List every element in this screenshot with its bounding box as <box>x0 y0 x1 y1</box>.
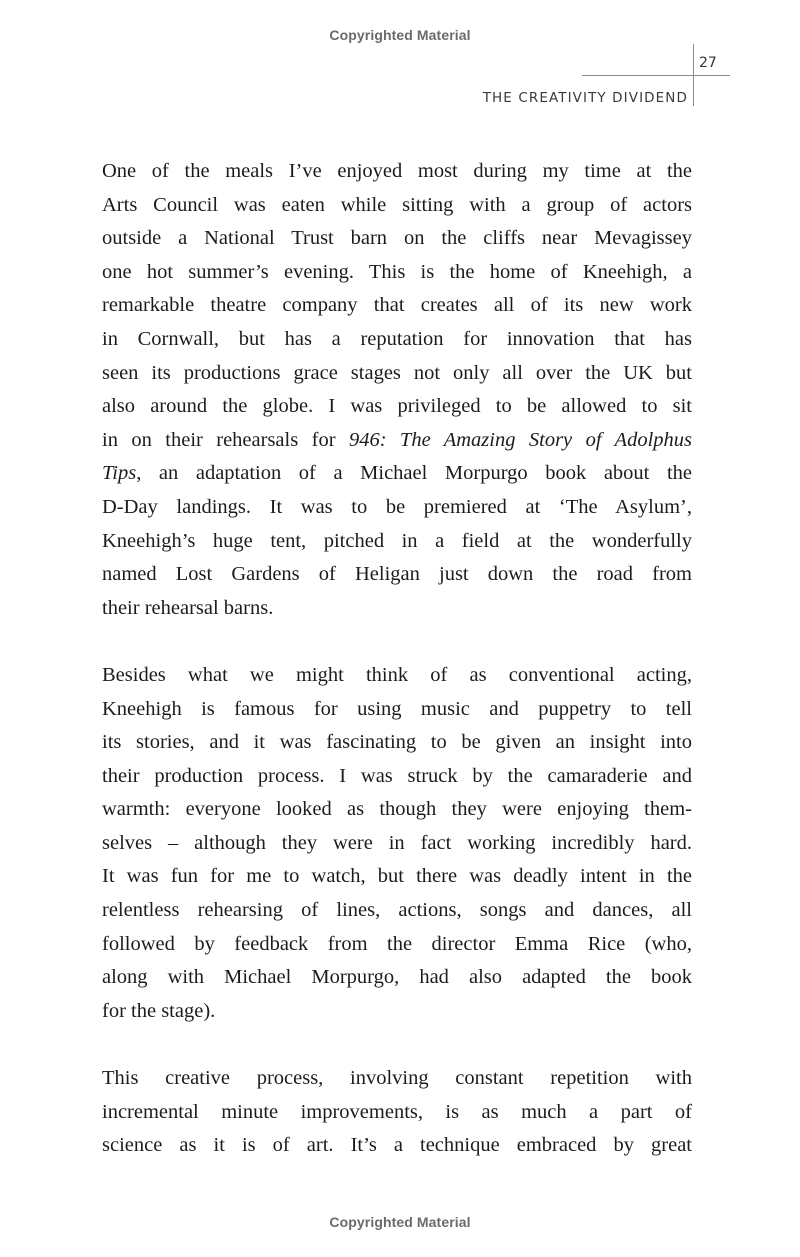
text-line: along with Michael Morpurgo, had also adapted the book <box>102 966 692 989</box>
running-head: THE CREATIVITY DIVIDEND <box>482 90 688 106</box>
text-line: science as it is of art. It’s a technique embraced by great <box>102 1134 692 1157</box>
text-line: its stories, and it was fascinating to be given an insight into <box>102 731 692 754</box>
text-line: followed by feedback from the director Emma Rice (who, <box>102 932 692 955</box>
page-number: 27 <box>699 55 717 71</box>
paragraph <box>102 155 692 625</box>
body-text <box>102 155 692 1163</box>
paragraph <box>102 659 692 1029</box>
text-line: incremental minute improvements, is as much a part of <box>102 1100 692 1123</box>
text-line: Arts Council was eaten while sitting with a group of actors <box>102 193 692 216</box>
text-line: their production process. I was struck by the camaraderie and <box>102 764 692 787</box>
text-span: , an adaptation of a Michael Morpurgo book about the <box>136 462 692 485</box>
copyright-watermark-top: Copyrighted Material <box>329 27 471 43</box>
text-line: remarkable theatre company that creates all of its new work <box>102 294 692 317</box>
text-line <box>102 457 692 491</box>
text-line: relentless rehearsing of lines, actions, songs and dances, all <box>102 899 692 922</box>
header-rule-vertical <box>693 44 694 106</box>
text-line: in Cornwall, but has a reputation for innovation that has <box>102 327 692 350</box>
copyright-watermark-bottom: Copyrighted Material <box>329 1214 471 1230</box>
book-title-italic: Tips <box>102 462 137 485</box>
text-line: outside a National Trust barn on the cliffs near Mevagissey <box>102 227 692 250</box>
text-line: selves – although they were in fact working incredibly hard. <box>102 831 692 854</box>
text-line: Kneehigh is famous for using music and puppetry to tell <box>102 697 692 720</box>
header-rule-horizontal <box>582 75 730 76</box>
text-line: named Lost Gardens of Heligan just down the road from <box>102 563 692 586</box>
text-span: in on their rehearsals for <box>102 428 349 451</box>
text-line: This creative process, involving constant repetition with <box>102 1067 692 1090</box>
text-line: for the stage). <box>102 999 216 1022</box>
text-line: warmth: everyone looked as though they were enjoying them- <box>102 798 692 821</box>
text-line: D-Day landings. It was to be premiered at ‘The Asylum’, <box>102 495 692 518</box>
text-line: It was fun for me to watch, but there was deadly intent in the <box>102 865 692 888</box>
book-title-italic: 946: The Amazing Story of Adolphus <box>348 428 692 451</box>
text-line: seen its productions grace stages not only all over the UK but <box>102 361 692 384</box>
paragraph <box>102 1062 692 1163</box>
text-line: Besides what we might think of as conventional acting, <box>102 663 692 686</box>
text-line: also around the globe. I was privileged to be allowed to sit <box>102 395 692 418</box>
text-line: Kneehigh’s huge tent, pitched in a field at the wonderfully <box>102 529 692 552</box>
text-line: their rehearsal barns. <box>102 596 274 619</box>
text-line <box>102 424 692 458</box>
text-line: one hot summer’s evening. This is the home of Kneehigh, a <box>102 260 692 283</box>
text-line: One of the meals I’ve enjoyed most during my time at the <box>102 160 692 182</box>
